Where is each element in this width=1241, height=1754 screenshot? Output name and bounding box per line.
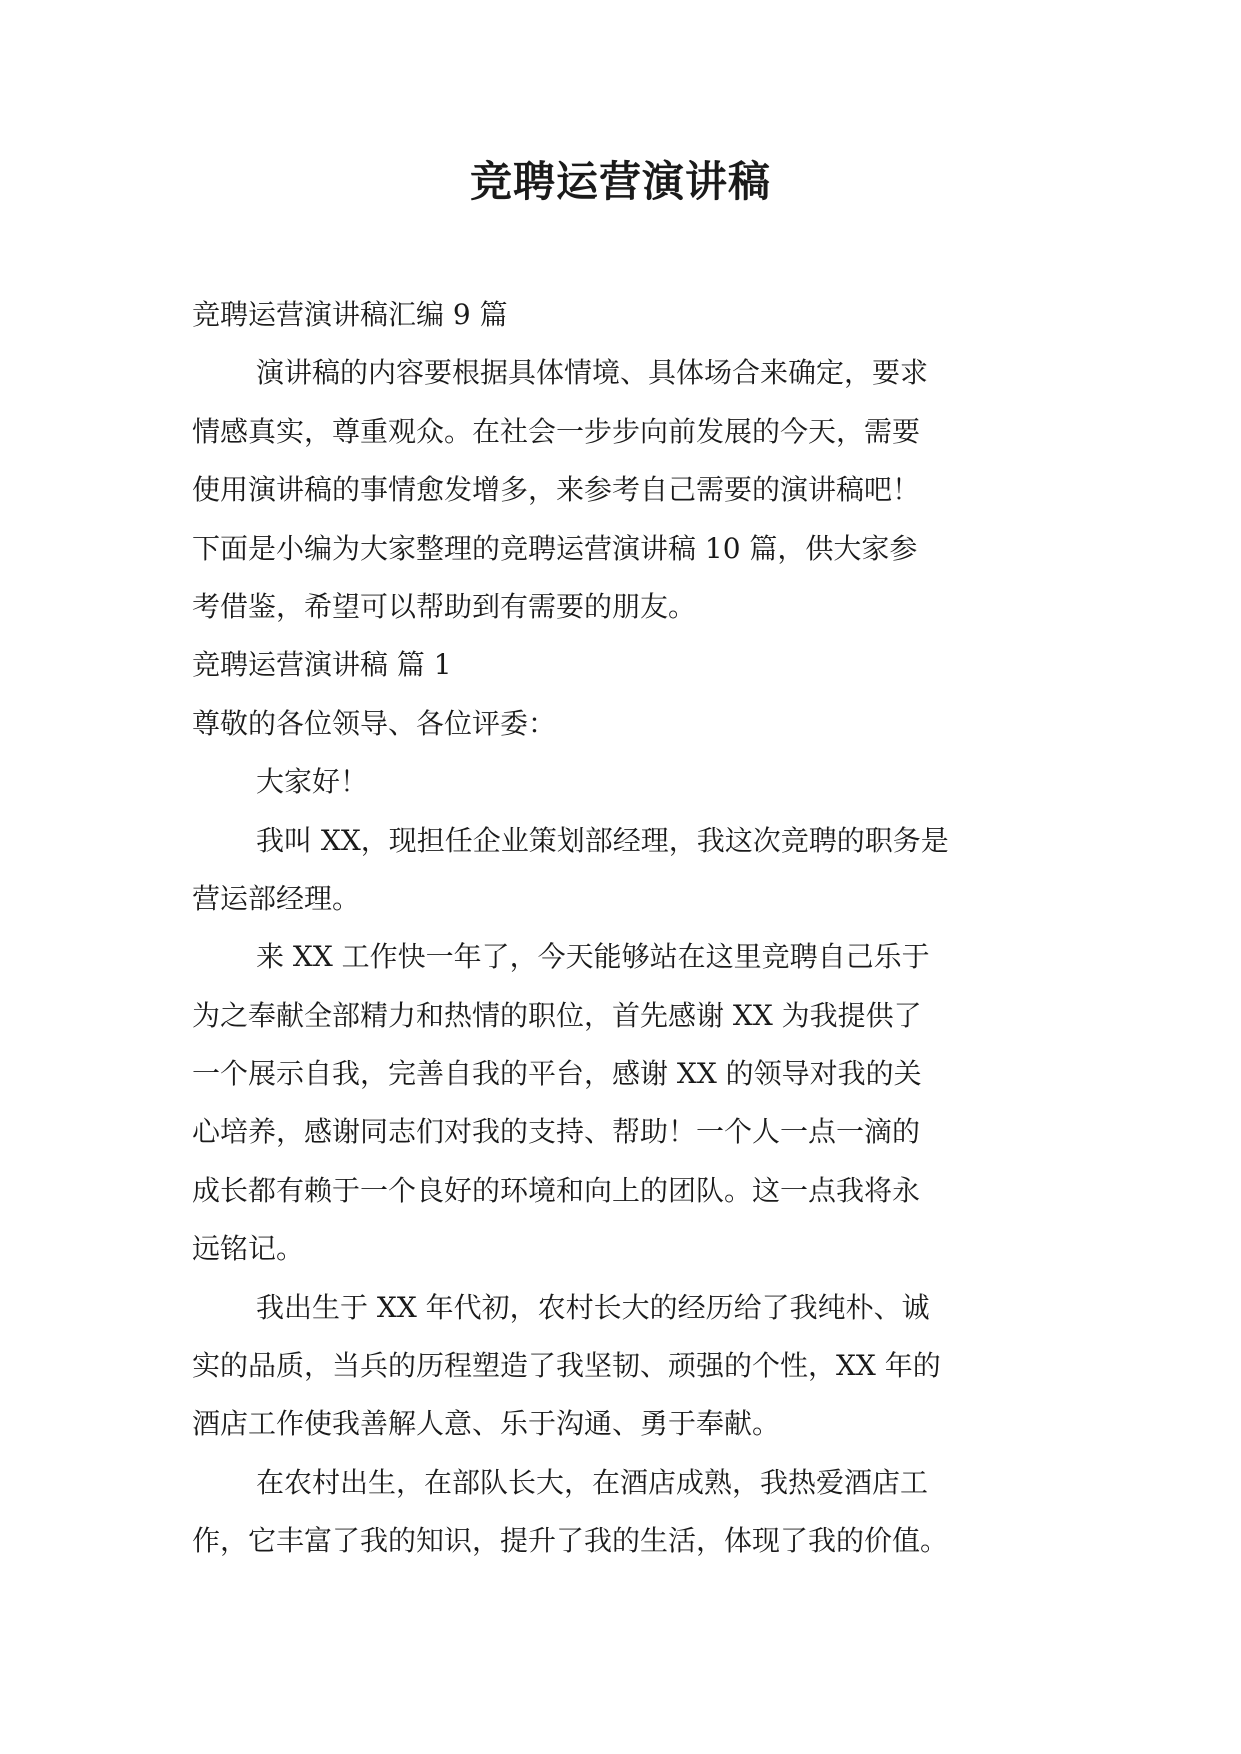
text-line: 实的品质，当兵的历程塑造了我坚韧、顽强的个性，XX 年的 xyxy=(192,1349,941,1383)
text-line: 考借鉴，希望可以帮助到有需要的朋友。 xyxy=(192,589,697,623)
text-line: 酒店工作使我善解人意、乐于沟通、勇于奉献。 xyxy=(192,1407,781,1441)
text-line: 我出生于 XX 年代初，农村长大的经历给了我纯朴、诚 xyxy=(256,1290,930,1324)
text-line: 为之奉献全部精力和热情的职位，首先感谢 XX 为我提供了 xyxy=(192,998,922,1032)
text-line: 我叫 XX，现担任企业策划部经理，我这次竞聘的职务是 xyxy=(256,823,949,857)
document-body xyxy=(192,286,1052,1571)
text-line: 使用演讲稿的事情愈发增多，来参考自己需要的演讲稿吧！ xyxy=(192,473,921,507)
salutation: 尊敬的各位领导、各位评委： xyxy=(192,706,557,740)
text-line: 演讲稿的内容要根据具体情境、具体场合来确定，要求 xyxy=(256,356,929,390)
text-line: 在农村出生，在部队长大，在酒店成熟，我热爱酒店工 xyxy=(256,1465,929,1499)
text-line: 情感真实，尊重观众。在社会一步步向前发展的今天，需要 xyxy=(192,414,921,448)
text-line: 远铭记。 xyxy=(192,1232,305,1266)
text-line: 营运部经理。 xyxy=(192,881,361,915)
section-heading: 竞聘运营演讲稿 篇 1 xyxy=(192,648,452,682)
text-line: 一个展示自我，完善自我的平台，感谢 XX 的领导对我的关 xyxy=(192,1057,922,1091)
text-line: 成长都有赖于一个良好的环境和向上的团队。这一点我将永 xyxy=(192,1173,921,1207)
text-line: 下面是小编为大家整理的竞聘运营演讲稿 10 篇，供大家参 xyxy=(192,531,918,565)
text-line: 作，它丰富了我的知识，提升了我的生活，体现了我的价值。 xyxy=(192,1524,949,1558)
greeting: 大家好！ xyxy=(256,765,369,799)
text-line: 来 XX 工作快一年了，今天能够站在这里竞聘自己乐于 xyxy=(256,940,930,974)
text-line: 心培养，感谢同志们对我的支持、帮助！一个人一点一滴的 xyxy=(192,1115,921,1149)
document-title: 竞聘运营演讲稿 xyxy=(469,157,771,206)
text-line: 竞聘运营演讲稿汇编 9 篇 xyxy=(192,298,508,331)
